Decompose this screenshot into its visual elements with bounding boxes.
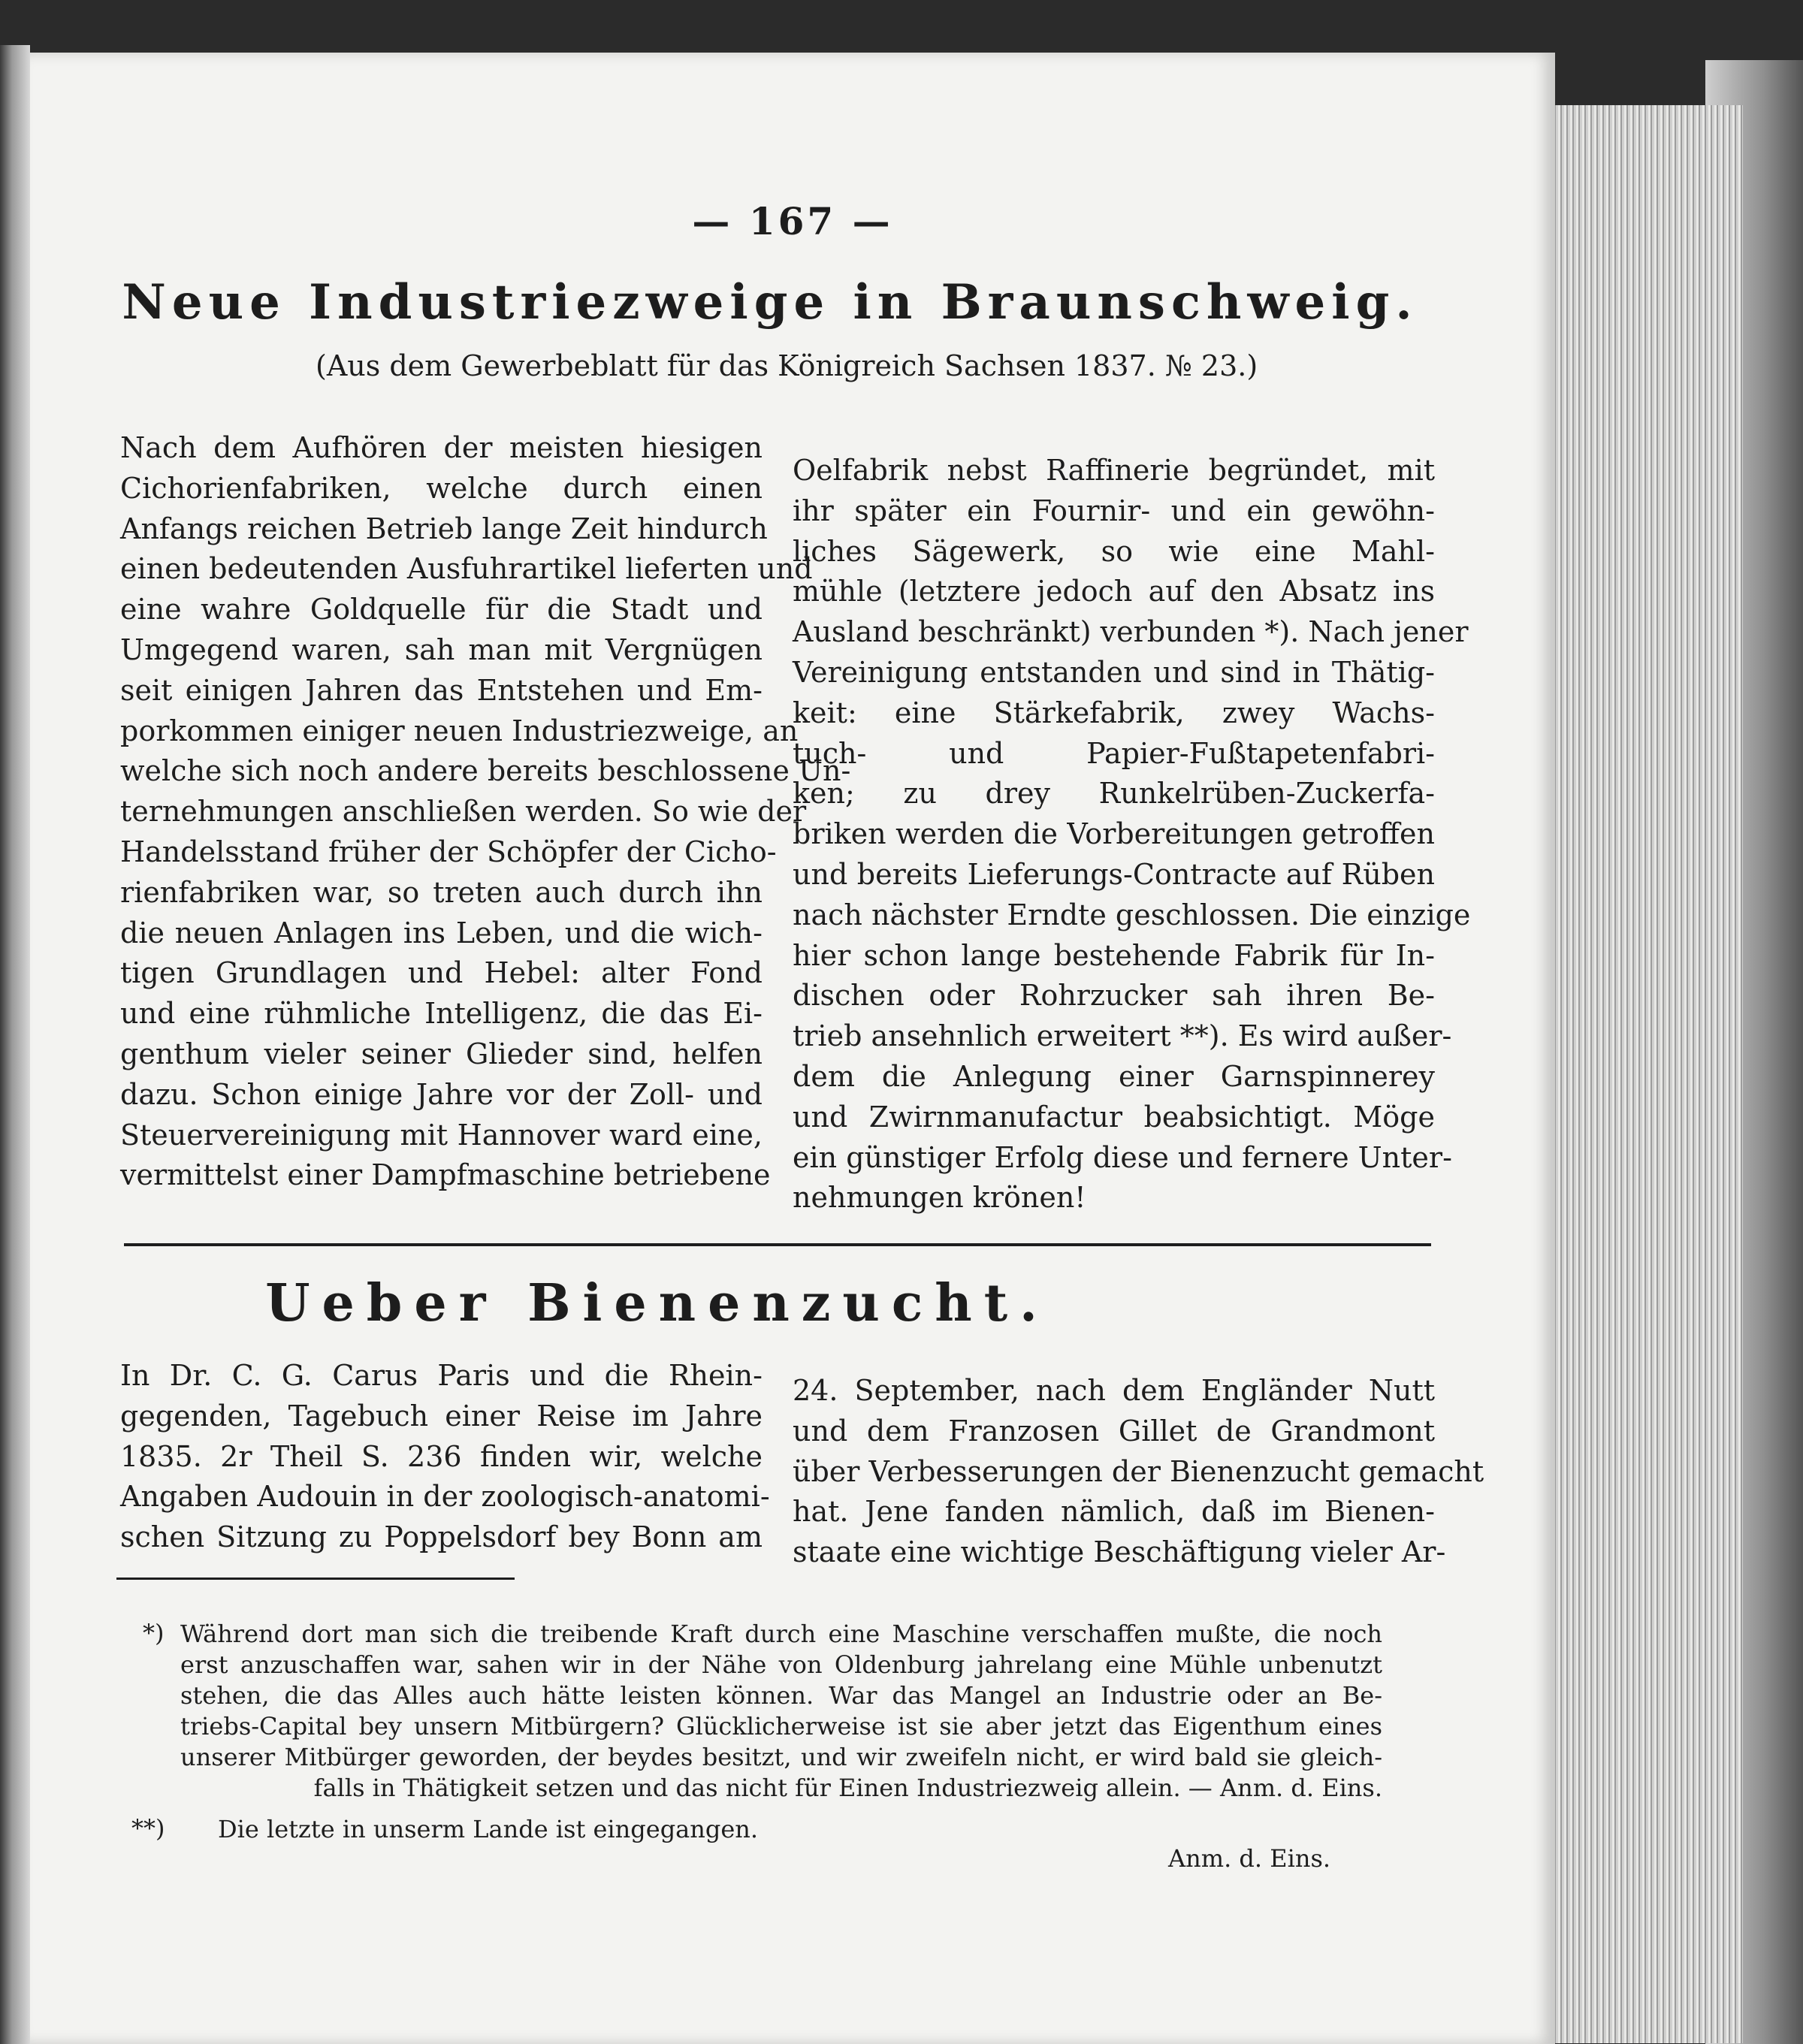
article-title-bienenzucht: Ueber Bienenzucht.: [265, 1273, 1049, 1333]
text-line: 24. September, nach dem Engländer Nutt: [793, 1374, 1435, 1407]
text-line: vermittelst einer Dampfmaschine betriebene: [120, 1158, 771, 1192]
text-line: eine wahre Goldquelle für die Stadt und: [120, 593, 763, 626]
text-line: dazu. Schon einige Jahre vor der Zoll- und: [120, 1077, 763, 1111]
text-line: gegenden, Tagebuch einer Reise im Jahre: [120, 1399, 763, 1433]
article2-column-right: [793, 1371, 1484, 1573]
text-line: dischen oder Rohrzucker sah ihren Be-: [793, 979, 1435, 1013]
text-line: tigen Grundlagen und Hebel: alter Fond: [120, 956, 763, 990]
text-line: tuch- und Papier-Fußtapetenfabri-: [793, 736, 1435, 770]
footnote-line: erst anzuschaffen war, sahen wir in der Nähe von Oldenburg jahrelang eine Mühle unbenutzt: [180, 1650, 1382, 1679]
footnote-line: falls in Thätigkeit setzen und das nicht für Einen Industriezweig allein. — Anm. d. Eins.: [313, 1774, 1382, 1802]
text-line: dem die Anlegung einer Garnspinnerey: [793, 1059, 1435, 1093]
text-line: nehmungen krönen!: [793, 1181, 1086, 1215]
text-line: In Dr. C. G. Carus Paris und die Rhein-: [120, 1359, 763, 1392]
page-number: — 167 —: [692, 199, 893, 243]
text-line: und Zwirnmanufactur beabsichtigt. Möge: [793, 1100, 1435, 1134]
footnote-divider: [116, 1578, 515, 1580]
text-line: die neuen Anlagen ins Leben, und die wich-: [120, 916, 763, 950]
footnote1-text: [180, 1619, 1382, 1804]
text-line: keit: eine Stärkefabrik, zwey Wachs-: [793, 696, 1435, 729]
text-line: Ausland beschränkt) verbunden *). Nach jener: [793, 615, 1469, 649]
text-line: hat. Jene fanden nämlich, daß im Bienen-: [793, 1495, 1435, 1529]
text-line: Umgegend waren, sah man mit Vergnügen: [120, 633, 763, 666]
text-line: und dem Franzosen Gillet de Grandmont: [793, 1414, 1435, 1448]
article-title-braunschweig: Neue Industriezweige in Braunschweig.: [122, 274, 1418, 331]
footnote-line: unserer Mitbürger geworden, der beydes besitzt, und wir zweifeln nicht, er wird bald sie gleich-: [180, 1743, 1382, 1771]
book-page-edges: [1540, 105, 1743, 2043]
text-line: ternehmungen anschließen werden. So wie der: [120, 795, 807, 829]
text-line: ken; zu drey Runkelrüben-Zuckerfa-: [793, 777, 1435, 811]
text-line: ihr später ein Fournir- und ein gewöhn-: [793, 494, 1435, 527]
text-line: 1835. 2r Theil S. 236 finden wir, welche: [120, 1439, 763, 1473]
text-line: ein günstiger Erfolg diese und fernere Unter-: [793, 1140, 1452, 1174]
text-line: schen Sitzung zu Poppelsdorf bey Bonn am: [120, 1520, 763, 1554]
text-line: einen bedeutenden Ausfuhrartikel lieferten und: [120, 552, 813, 586]
footnote2-marker: **): [131, 1814, 165, 1843]
text-line: porkommen einiger neuen Industriezweige, an: [120, 714, 799, 747]
book-page: [30, 53, 1555, 2044]
footnote2-text: Die letzte in unserm Lande ist eingegangen.: [218, 1815, 759, 1843]
text-line: Vereinigung entstanden und sind in Thätig-: [793, 655, 1435, 689]
footnote-line: Während dort man sich die treibende Kraft durch eine Maschine verschaffen mußte, die noch: [180, 1620, 1382, 1648]
article1-column-left: [120, 428, 851, 1196]
text-line: briken werden die Vorbereitungen getroffen: [793, 817, 1435, 851]
text-line: welche sich noch andere bereits beschlossene Un-: [120, 754, 851, 788]
text-line: und bereits Lieferungs-Contracte auf Rüben: [793, 857, 1435, 891]
footnote1-marker: *): [143, 1619, 165, 1647]
footnote-line: stehen, die das Alles auch hätte leisten können. War das Mangel an Industrie oder an Be-: [180, 1681, 1382, 1710]
text-line: Angaben Audouin in der zoologisch-anatomi-: [120, 1480, 770, 1514]
article1-column-right: [793, 451, 1471, 1218]
text-line: und eine rühmliche Intelligenz, die das Ei-: [120, 997, 763, 1031]
text-line: seit einigen Jahren das Entstehen und Em-: [120, 673, 763, 707]
footnote-line: triebs-Capital bey unsern Mitbürgern? Glücklicherweise ist sie aber jetzt das Eigenthum eines: [180, 1712, 1382, 1741]
text-line: über Verbesserungen der Bienenzucht gemacht: [793, 1454, 1484, 1488]
text-line: nach nächster Erndte geschlossen. Die einzige: [793, 898, 1471, 931]
text-line: mühle (letztere jedoch auf den Absatz ins: [793, 575, 1435, 608]
text-line: Steuervereinigung mit Hannover ward eine,: [120, 1118, 763, 1152]
article-source-note: (Aus dem Gewerbeblatt für das Königreich Sachsen 1837. № 23.): [316, 349, 1258, 382]
text-line: trieb ansehnlich erweitert **). Es wird außer-: [793, 1019, 1452, 1053]
text-line: genthum vieler seiner Glieder sind, helfen: [120, 1037, 763, 1070]
text-line: rienfabriken war, so treten auch durch ihn: [120, 875, 763, 909]
text-line: hier schon lange bestehende Fabrik für In-: [793, 938, 1435, 972]
text-line: Oelfabrik nebst Raffinerie begründet, mit: [793, 454, 1435, 487]
article2-column-left: [120, 1356, 770, 1558]
text-line: Cichorienfabriken, welche durch einen: [120, 471, 763, 505]
text-line: Handelsstand früher der Schöpfer der Cicho-: [120, 835, 777, 868]
text-line: liches Sägewerk, so wie eine Mahl-: [793, 534, 1435, 568]
section-divider: [124, 1243, 1431, 1246]
text-line: Anfangs reichen Betrieb lange Zeit hindurch: [120, 512, 768, 545]
text-line: Nach dem Aufhören der meisten hiesigen: [120, 431, 763, 464]
footnote2-signature: Anm. d. Eins.: [1168, 1844, 1331, 1873]
book-binding-left: [0, 45, 30, 2044]
text-line: staate eine wichtige Beschäftigung vieler Ar-: [793, 1535, 1446, 1569]
